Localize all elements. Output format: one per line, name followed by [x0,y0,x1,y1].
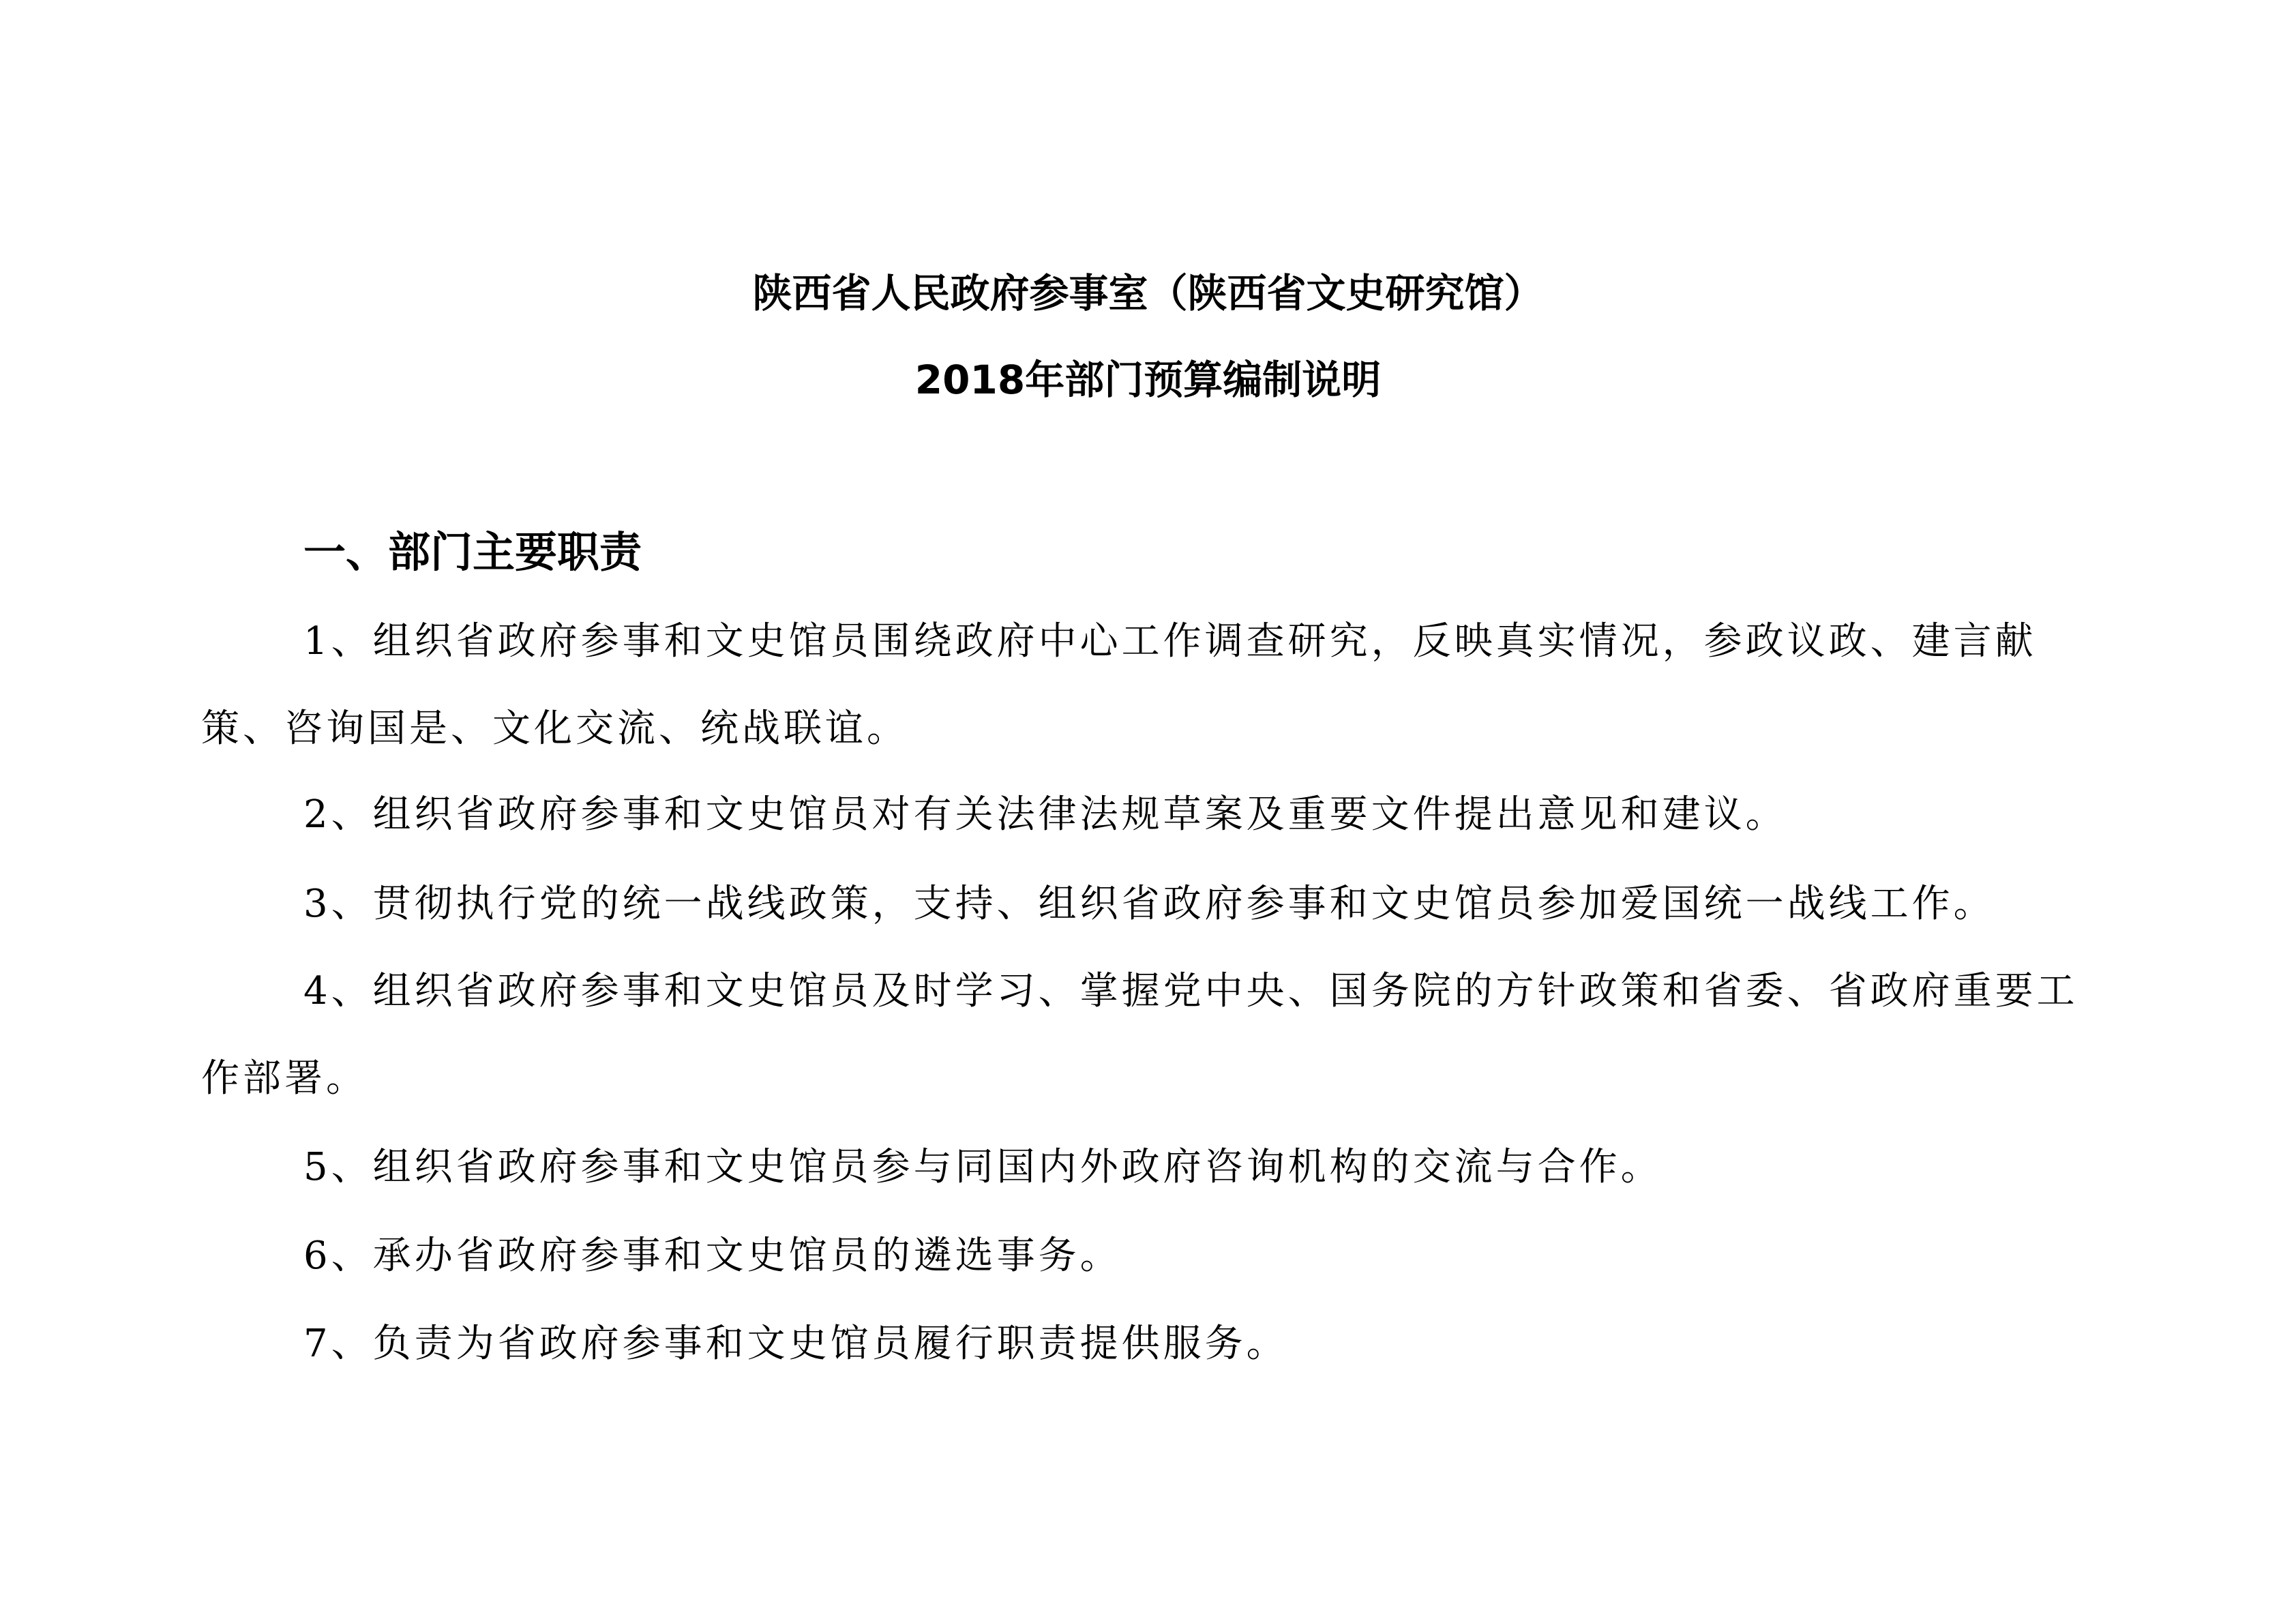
duty-item: 6、承办省政府参事和文史馆员的遴选事务。 [303,1234,1122,1278]
document-subtitle: 2018年部门预算编制说明 [914,357,1382,403]
section-heading: 一、部门主要职责 [303,527,642,577]
duty-item: 1、组织省政府参事和文史馆员围绕政府中心工作调查研究，反映真实情况，参政议政、建言献策、咨询国是、文化交流、统战联谊。 [201,619,2037,751]
document-title: 陕西省人民政府参事室（陕西省文史研究馆） [752,270,1544,316]
duty-item: 3、贯彻执行党的统一战线政策，支持、组织省政府参事和文史馆员参加爱国统一战线工作。 [303,882,1995,926]
duty-item: 7、负责为省政府参事和文史馆员履行职责提供服务。 [303,1322,1288,1366]
duty-item: 2、组织省政府参事和文史馆员对有关法律法规草案及重要文件提出意见和建议。 [303,792,1787,837]
duty-item: 5、组织省政府参事和文史馆员参与同国内外政府咨询机构的交流与合作。 [303,1145,1663,1189]
duty-item: 4、组织省政府参事和文史馆员及时学习、掌握党中央、国务院的方针政策和省委、省政府重要工作部署。 [201,969,2078,1101]
